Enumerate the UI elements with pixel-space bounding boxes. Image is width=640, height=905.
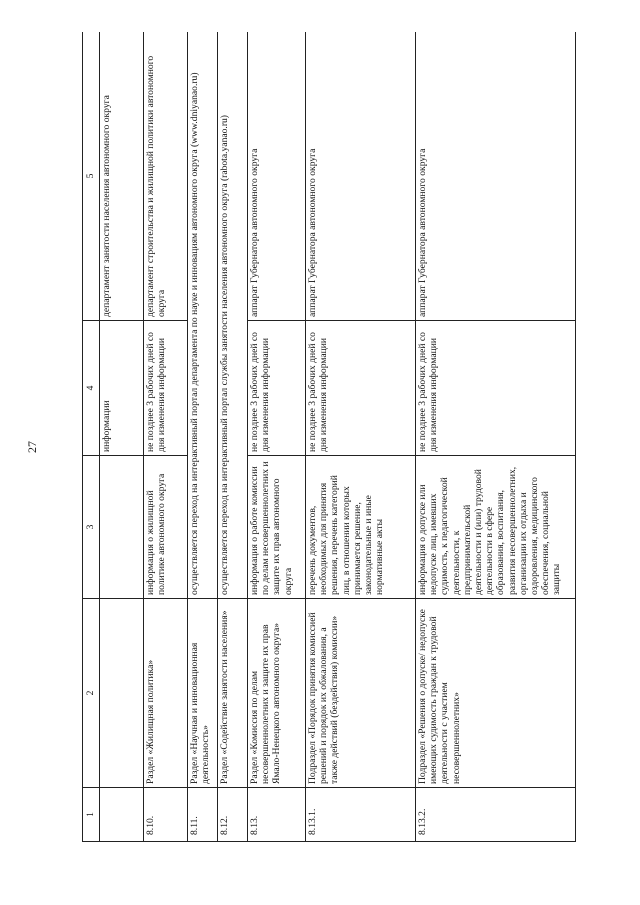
table-row [100,32,144,842]
sections-table [82,32,576,842]
row-number: 8.13.1. [306,788,416,842]
table-row [306,32,416,842]
responsible-cell: аппарат Губернатора автономного округа [306,32,416,321]
content-cell [100,456,144,599]
section-name: Раздел «Комиссия по делам несовершеннолетних и защите их прав Ямало-Ненецкого автономного округа» [248,599,306,788]
responsible-cell: аппарат Губернатора автономного округа [248,32,306,321]
page-number: 27 [25,441,39,453]
column-header: 3 [83,456,100,599]
row-number: 8.13. [248,788,306,842]
content-cell: перечень документов, необходимых для принятия решения, перечень категорий лиц, в отношении которых принимается решение, законодательные и иные нормативные акты [306,456,416,599]
table-row [248,32,306,842]
content-cell: информация о допуске или недопуске лиц, имевших судимость, к педагогической деятельности, к предпринимательской деятельности и (или) трудовой деятельности в сфере образования, воспитания, развития несовершеннолетних, организации их отдыха и оздоровления, медицинского обеспечения, социальной защиты [416,456,576,599]
table-row [188,32,218,842]
column-header: 4 [83,321,100,456]
section-name: Раздел «Жилищная политика» [144,599,188,788]
deadline-cell: не позднее 3 рабочих дней со дня изменения информации [306,321,416,456]
table-row [144,32,188,842]
deadline-cell: информации [100,321,144,456]
content-cell: информация о работе комиссии по делам несовершеннолетних и защите их прав автономного округа [248,456,306,599]
section-name: Подраздел «Порядок принятия комиссией решений и порядок их обжалования, а также действий (бездействия) комиссии» [306,599,416,788]
section-name [100,599,144,788]
deadline-cell: не позднее 3 рабочих дней со дня изменения информации [416,321,576,456]
responsible-cell: департамент занятости населения автономного округа [100,32,144,321]
row-number: 8.11. [188,788,218,842]
merged-cell: осуществляется переход на интерактивный портал департамента по науке и инновациям автономного округа (www.dniyanao.ru) [188,32,218,599]
rotated-table-frame [82,32,630,842]
section-name: Подраздел «Решения о допуске/ недопуске имеющих судимость граждан к трудовой деятельности с участием несовершеннолетних» [416,599,576,788]
merged-cell: осуществляется переход на интерактивный портал службы занятости населения автономного округа (rabota.yanao.ru) [218,32,248,599]
column-header: 2 [83,599,100,788]
deadline-cell: не позднее 3 рабочих дней со дня изменения информации [144,321,188,456]
row-number [100,788,144,842]
row-number: 8.10. [144,788,188,842]
section-name: Раздел «Содействие занятости населения» [218,599,248,788]
column-header: 5 [83,32,100,321]
content-cell: информация о жилищной политике автономного округа [144,456,188,599]
responsible-cell: департамент строительства и жилищной политики автономного округа [144,32,188,321]
table-header-row [83,32,100,842]
table-row [416,32,576,842]
responsible-cell: аппарат Губернатора автономного округа [416,32,576,321]
row-number: 8.12. [218,788,248,842]
landscape-page [82,32,630,842]
table-row [218,32,248,842]
column-header: 1 [83,788,100,842]
row-number: 8.13.2. [416,788,576,842]
section-name: Раздел «Научная и инновационная деятельность» [188,599,218,788]
deadline-cell: не позднее 3 рабочих дней со дня изменения информации [248,321,306,456]
